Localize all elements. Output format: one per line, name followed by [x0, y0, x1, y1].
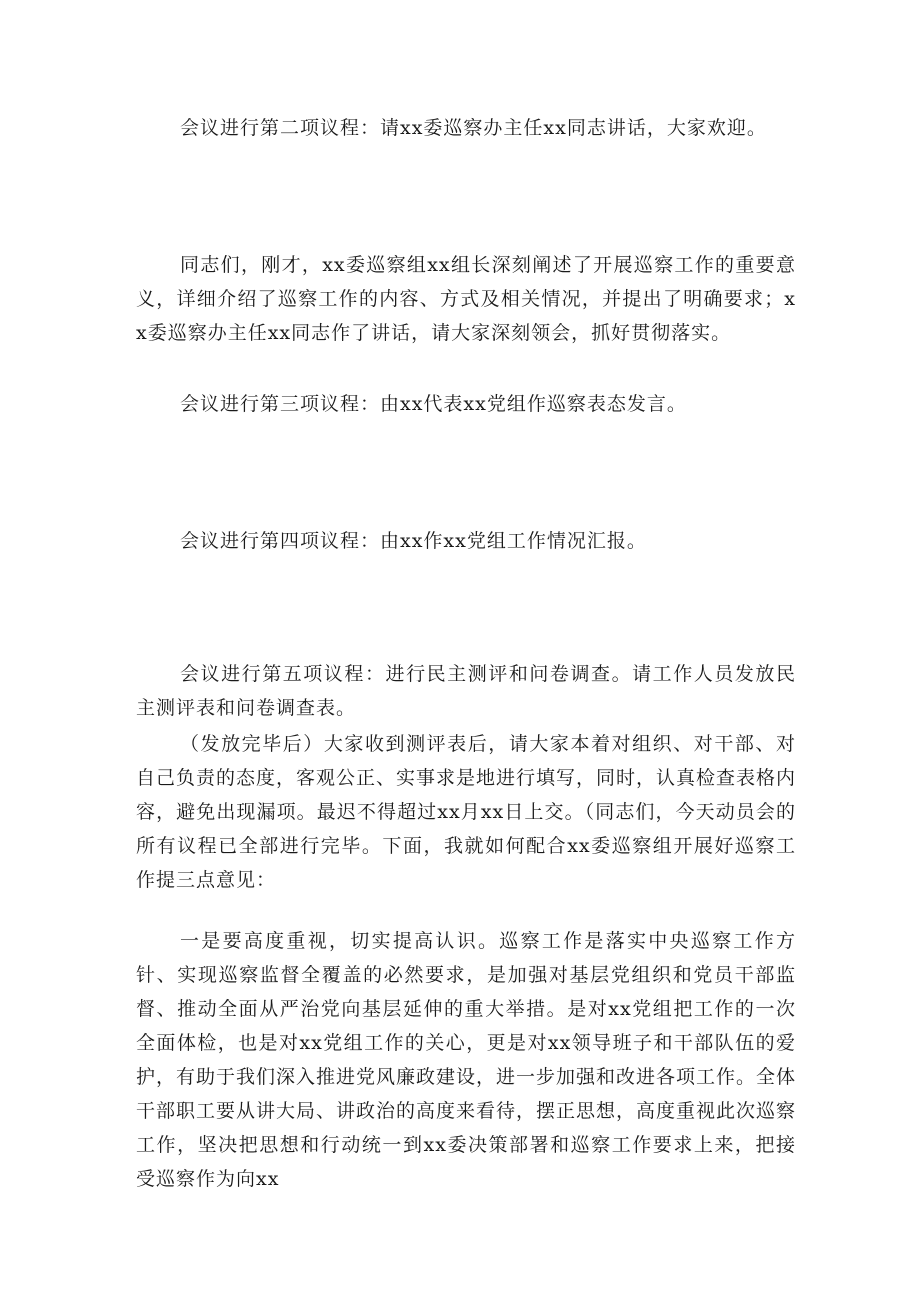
agenda-item-3-paragraph: 会议进行第三项议程：由xx代表xx党组作巡察表态发言。	[180, 393, 687, 415]
survey-instructions-paragraph: （发放完毕后）大家收到测评表后，请大家本着对组织、对干部、对自己负责的态度，客观公正、实事求是地进行填写，同时，认真检查表格内容，避免出现漏项。最迟不得超过xx月xx日上交。（同志们，今天动员会的所有议程已全部进行完毕。下面，我就如何配合xx委巡察组开展好巡察工作提三点意见：	[136, 733, 797, 891]
agenda-item-2-paragraph: 会议进行第二项议程：请xx委巡察办主任xx同志讲话，大家欢迎。	[180, 117, 767, 139]
summary-paragraph: 同志们，刚才，xx委巡察组xx组长深刻阐述了开展巡察工作的重要意义，详细介绍了巡察工作的内容、方式及相关情况，并提出了明确要求；xx委巡察办主任xx同志作了讲话，请大家深刻领会，抓好贯彻落实。	[136, 254, 796, 344]
agenda-item-5-paragraph: 会议进行第五项议程：进行民主测评和问卷调查。请工作人员发放民主测评表和问卷调查表。	[136, 663, 796, 719]
point-one-paragraph: 一是要高度重视，切实提高认识。巡察工作是落实中央巡察工作方针、实现巡察监督全覆盖的必然要求，是加强对基层党组织和党员干部监督、推动全面从严治党向基层延伸的重大举措。是对xx党组把工作的一次全面体检，也是对xx党组工作的关心，更是对xx领导班子和干部队伍的爱护，有助于我们深入推进党风廉政建设，进一步加强和改进各项工作。全体干部职工要从讲大局、讲政治的高度来看待，摆正思想，高度重视此次巡察工作，坚决把思想和行动统一到xx委决策部署和巡察工作要求上来，把接受巡察作为向xx	[136, 930, 797, 1190]
agenda-item-4-paragraph: 会议进行第四项议程：由xx作xx党组工作情况汇报。	[180, 530, 647, 552]
